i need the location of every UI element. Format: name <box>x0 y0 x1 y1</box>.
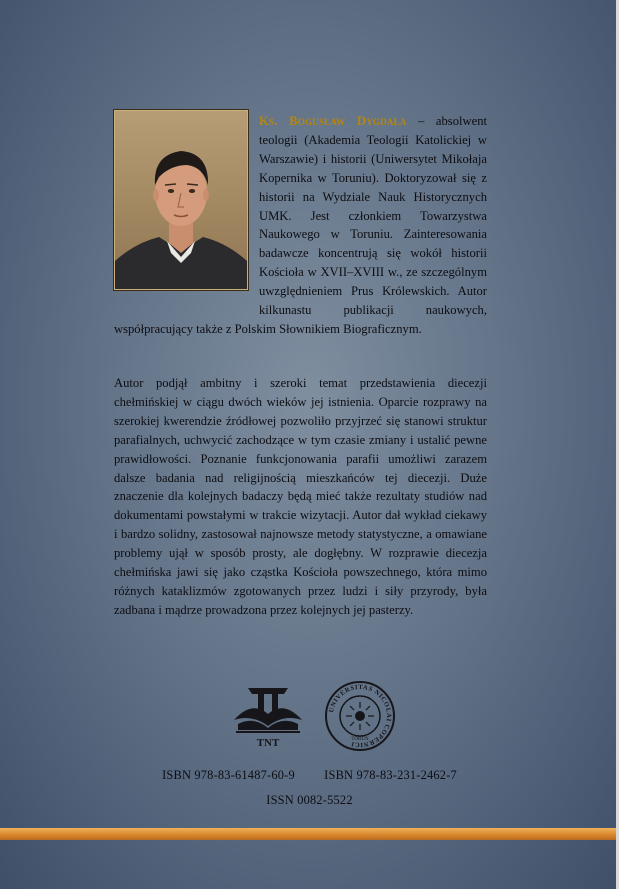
author-bio-text: – absolwent teologii (Akademia Teologii Katolickiej w Warszawie) i historii (Uniwersytet Mikołaja Kopernika w Toruniu). Doktoryzował się z historii na Wydziale Nauk Historycznych UMK. Jest członkiem Towarzystwa Naukowego w Toruniu. Zainteresowania badawcze koncentrują się wokół historii Kościoła w XVII–XVIII w., ze szczególnym uwzględnieniem Prus Królewskich. Autor kilkunastu publikacji naukowych, współpracujący także z Polskim Słownikiem Biograficznym. <box>114 114 487 336</box>
isbn-numbers <box>0 768 619 783</box>
author-name: Ks. Bogusław Dygdała <box>259 114 407 128</box>
umk-seal-city: TORUN <box>351 737 369 742</box>
tnt-logo-icon <box>228 680 308 750</box>
umk-seal-label: UNIVERSITAS NICOLAI COPERNICI <box>328 683 393 749</box>
tnt-logo-label: TNT <box>256 737 280 749</box>
orange-bottom-stripe <box>0 828 619 840</box>
author-bio <box>114 112 487 339</box>
photo-spacer <box>114 112 259 308</box>
book-description: Autor podjął ambitny i szeroki temat przedstawienia diecezji chełmińskiej w ciągu dwóch wieków jej istnienia. Oparcie rozprawy na szerokiej kwerendzie źródłowej pozwoliło przyjrzeć się stanowi struktur parafialnych, uchwycić zachodzące w tym czasie zmiany i ustalić pewne prawidłowości. Poznanie funkcjonowania parafii umożliwi zarazem dalsze badania nad religijnością mieszkańców tej diecezji. Duże znaczenie dla kolejnych badaczy będą mieć także rezultaty studiów nad dokumentami powstałymi w trakcie wizytacji. Autor dał wykład ciekawy i bardzo solidny, zastosował najnowsze metody statystyczne, a omawiane problemy ujął w sposób prosty, ale dogłębny. W rozprawie diecezja chełmińska jawi się jako cząstka Kościoła powszechnego, która mimo różnych kataklizmów zgotowanych przez ludzi i siły przyrody, była zadbana i mądrze prowadzona przez kolejnych jej pasterzy. <box>114 376 487 617</box>
isbn-2: ISBN 978-83-231-2462-7 <box>324 768 457 782</box>
publisher-logos <box>228 680 398 752</box>
umk-seal-icon <box>324 680 396 752</box>
issn-number: ISSN 0082-5522 <box>266 793 353 807</box>
isbn-1: ISBN 978-83-61487-60-9 <box>162 768 295 782</box>
